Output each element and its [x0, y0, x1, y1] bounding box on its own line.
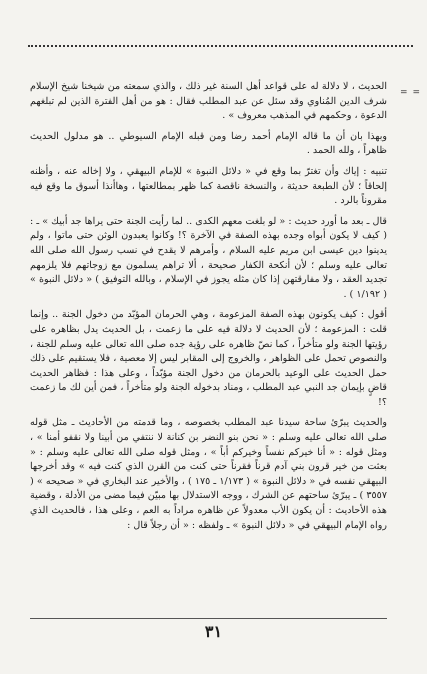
paragraph: أقول : كيف يكونون بهذه الصفة المزعومة ، وهي الحرمان المؤبّد من دخول الجنة .. وإنما قلت : المزعومة ؛ لأن الحديث لا دلالة فيه على ما زعمت ، بل الحديث يدل بظاهره على رؤيتها الجنة ولو متأخراً ، كما نصّ ظاهره على رؤية جده صلى الله تعالى عليه وسلم للجنة ، والنصوص تحمل على الظواهر ، والخروج إلى المقابر ليس إلا معصية ، فلا يستقيم على ذلك حمل الحديث على الوعيد بالحرمان من دخول الجنة مؤبّداً ، وعلى هذا : فظاهر الحديث قاضٍ بإيمان جد النبي عبد المطلب ، ومناد بدخوله الجنة ولو متأخراً ، فمن أين لك ما زعمت ؟! — [30, 309, 387, 408]
footer-rule — [30, 618, 387, 619]
body-text — [30, 80, 387, 539]
paragraph: الحديث ، لا دلالة له على قواعد أهل السنة غير ذلك ، والذي سمعته من شيخنا شيخ الإسلام شرف الدين المُناوي وقد سئل عن عبد المطلب فقال : هو من أهل الفترة الذين لم تبلغهم الدعوة ، وحكمهم في المذهب معروف » . — [30, 81, 387, 122]
paragraph: قال ـ بعد ما أورد حديث : « لو بلغت معهم الكدى .. لما رأيت الجنة حتى يراها جد أبيك » ـ : ( كيف لا يكون أبواه وجده بهذه الصفة في الآخرة ؟! وكانوا يعبدون الوثن حتى ماتوا ، ولم يدينوا دين عيسى ابن مريم عليه السلام ، وأمرهم لا يقدح في نسب رسول الله صلى الله تعالى عليه وسلم ؛ لأن أنكحة الكفار صحيحة ، ألا تراهم يسلمون مع زوجاتهم فلا يلزمهم تجديد العقد ، ولا مفارقتهن إذا كان مثله يجوز في الإسلام ، وبالله التوفيق ) « دلائل النبوة » ( ١/١٩٢ ) . — [30, 215, 387, 300]
page-number: ٣١ — [204, 622, 223, 641]
paragraph: والحديث يبرّئ ساحة سيدنا عبد المطلب بخصوصه ، وما قدمته من الأحاديث ـ مثل قوله صلى الله تعالى عليه وسلم : « نحن بنو النضر بن كنانة لا ننتفي من أبينا ولا نقفو أمنا » ، ومثل قوله : « أنا خيركم نفساً وخيركم أباً » ، ومثل قوله صلى الله تعالى عليه وسلم : « بعثت من خير قرون بني آدم قرناً فقرناً حتى كنت من القرن الذي كنت فيه » وقد أخرجها البيهقي نفسه في « دلائل النبوة » ( ١/١٧٣ ـ ١٧٥ ) ، والأخير عند البخاري في « صحيحه » ( ٣٥٥٧ ) ـ يبرّئ ساحتهم عن الشرك ، ووجه الاستدلال بها مبيّن فيما مضى من الأدلة ، وقضية هذه الأحاديث : أن يكون الأب معدولاً عن ظاهره مراداً به العم ، وعلى هذا ، فالحديث الذي رواه الإمام البيهقي في « دلائل النبوة » ـ ولفظه : « أن رجلاً قال : — [30, 417, 387, 531]
dotted-header-rule — [28, 45, 413, 47]
paragraph: وبهذا بان أن ما قاله الإمام أحمد رضا ومن قبله الإمام السيوطي .. هو مدلول الحديث ظاهراً ، ولله الحمد . — [30, 130, 387, 157]
paragraph: تنبيه : إياك وأن تغترّ بما وقع في « دلائل النبوة » للإمام البيهقي ، ولا إخاله عنه ، وأظنه إلحاقاً ؛ لأن الطبعة حديثة ، والنسخة ناقصة كما ظهر بمطالعتها ، وهاأنذا أسوق ما وقع فيه مقروناً بالرد . — [30, 165, 387, 207]
margin-mark: = = — [400, 88, 421, 98]
